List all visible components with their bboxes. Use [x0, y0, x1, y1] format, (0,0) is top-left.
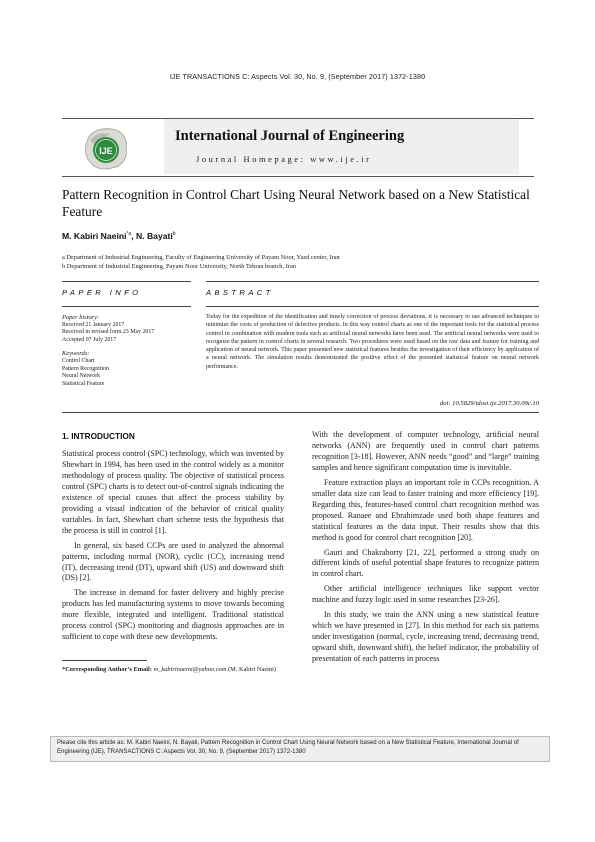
author-email[interactable]: m_kabirinaeini@yahoo.com	[153, 666, 227, 673]
journal-homepage: Journal Homepage: www.ije.ir	[196, 155, 372, 164]
paper-info-heading: PAPER INFO	[62, 288, 142, 297]
journal-title: International Journal of Engineering	[175, 128, 405, 144]
section-rule	[62, 281, 191, 282]
paragraph: In this study, we train the ANN using a new statistical feature which we have presented in [27]. In this method for each six patterns under investigation (normal, cycle, increasing trend, decreasing trend, upward shift, downward shift), the belief indicator, the probability of presentation of each patterns in process	[312, 610, 539, 664]
left-column	[62, 449, 284, 643]
author-line	[62, 231, 176, 241]
paragraph: With the development of computer technology, artificial neural networks (ANN) are frequently used in control chart patterns recognition [3-18]. However, ANN needs “good” and “large” training samples and hence significant computation time is inevitable.	[312, 430, 539, 472]
abstract-text: Today for the expedition of the identification and timely correction of process deviations, it is necessary to use advanced techniques to minimize the costs of production of defective products. In this way control charts as one of the important tools for the statistical process control in combination with modern tools such as artificial neural networks have been used. The artificial neural networks were used to recognize the pattern in control charts in several research. Two procedures were used based on the raw data and feature for training and application of neural network. This paper presented new statistical features besides the investigation of their efficiency by application of a neural network. The simulation results demonstrated the positive effect of the presented statistical feature on neural network performance.	[206, 314, 539, 370]
paragraph: The increase in demand for faster delivery and highly precise products has led manufacturing systems to move towards becoming more flexible, integrated and intelligent. Traditional statistical process control (SPC) monitoring and diagnosis approaches are in sufficient to cope with these new developments.	[62, 588, 284, 642]
running-header: IJE TRANSACTIONS C: Aspects Vol. 30, No. 9, (September 2017) 1372-1380	[169, 72, 426, 81]
author-affiliation-mark: *a	[126, 231, 132, 238]
author-separator: ,	[131, 231, 136, 241]
affiliation: b Department of Industrial Engineering, Payam Noor University, North Tehran branch, Iran	[62, 263, 296, 270]
abstract-bottom-rule	[62, 412, 539, 413]
author-affiliation-mark: b	[172, 231, 176, 238]
logo-text: IJE	[99, 146, 113, 156]
keyword: Statistical Feature	[62, 380, 105, 387]
ije-logo	[82, 125, 132, 171]
doi-link[interactable]: doi: 10.5829/idosi.ije.2017.30.09c.10	[439, 400, 539, 407]
section-rule	[206, 306, 539, 307]
paragraph: In general, six based CCPs are used to analyzed the abnormal patterns, including normal (NOR), cyclic (CC), increasing trend (IT), decreasing trend (DT), upward shift (US) and downward shift (DS) [2].	[62, 540, 284, 583]
footnote-label: *Corresponding Author’s Email:	[62, 666, 152, 673]
paragraph: Feature extraction plays an important role in CCPs recognition. A smaller data size can lead to faster training and more efficiency [19]. Regarding this, features-based control chart recognition method was proposed. Ranaee and Ebrahimzade used both shape features and statistical features as the data input. Their results show that this method is good for control chart recognition [20].	[312, 477, 539, 542]
paragraph: Gauri and Chakraborty [21, 22], performed a strong study on different kinds of useful potential shape features to recognize pattern in control chart.	[312, 547, 539, 579]
paragraph: Statistical process control (SPC) technology, which was invented by Shewhart in 1994, has been used in the control widely as a monitor methodology of process quality. The objective of statistical process control (SPC) charts is to detect out-of-control signals indicating the existence of special causes that affect the process stability by providing a visual indication of the behavior of critical quality variables. In fact, Shewhart chart scheme tests the hypothesis that the process is still in control [1].	[62, 449, 284, 535]
revised-date: Received in revised form 23 May 2017	[62, 329, 155, 336]
paper-title: Pattern Recognition in Control Chart Using Neural Network based on a New Statistical Feature	[62, 187, 530, 219]
citation-text: Please cite this article as: M. Kabiri Naeini, N. Bayati, Pattern Recognition in Control Chart Using Neural Network based on a New Statistical Feature, International Journal of Engineering (IJE), TRANSACTIONS C: Aspects Vol. 30, No. 9, (September 2017) 1372-1380	[57, 740, 519, 755]
affiliation: a Department of Industrial Engineering, Faculty of Engineering University of Payam Noor, Yazd center, Iran	[62, 254, 340, 261]
paper-history-label: Paper history:	[62, 314, 100, 321]
corresponding-author-footnote	[62, 666, 284, 675]
keywords-label: Keywords:	[62, 350, 90, 358]
paper-info	[62, 314, 192, 388]
keyword: Neural Network	[62, 373, 101, 380]
accepted-date: Accepted 07 July 2017	[62, 336, 117, 343]
received-date: Received 21 January 2017	[62, 321, 125, 328]
footnote-name: (M. Kabiri Naeini)	[227, 666, 277, 673]
section-heading-introduction: 1. INTRODUCTION	[62, 431, 135, 441]
author-name: M. Kabiri Naeini	[62, 231, 127, 241]
abstract-heading: ABSTRACT	[206, 288, 274, 297]
section-rule	[206, 281, 539, 282]
author-name: N. Bayati	[135, 231, 173, 241]
keyword: Control Chart	[62, 357, 95, 364]
right-column	[312, 430, 539, 665]
footnote-rule	[62, 660, 147, 661]
section-rule	[62, 306, 191, 307]
keyword: Pattern Recognition	[62, 365, 109, 372]
paragraph: Other artificial intelligence techniques like support vector machine and fuzzy logic used in some researches [23-26].	[312, 584, 539, 605]
banner-bottom-rule	[62, 176, 534, 177]
